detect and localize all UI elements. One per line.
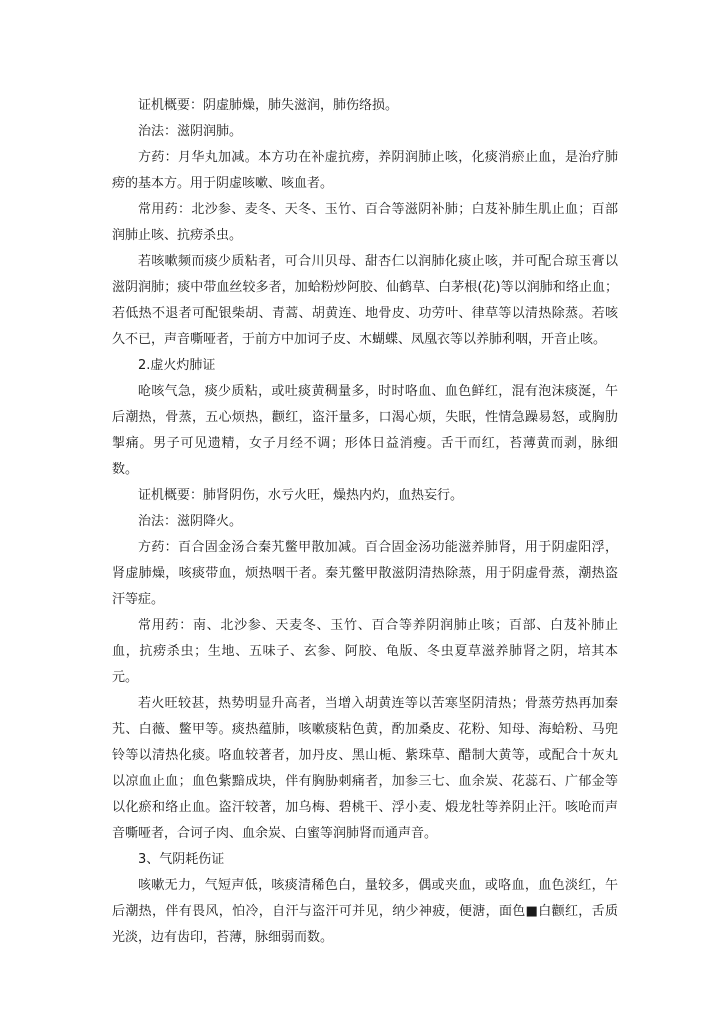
section-heading-3: 3、气阴耗伤证 [138, 852, 225, 867]
paragraph-treatment-1: 治法：滋阴润肺。 [138, 124, 243, 139]
paragraph-treatment-2: 治法：滋阴降火。 [138, 514, 243, 529]
paragraph-symptoms-2: 呛咳气急，痰少质粘，或吐痰黄稠量多，时时咯血、血色鲜红，混有泡沫痰涎，午后潮热，骨蒸，五心烦热，颧红，盗汗量多，口渴心烦，失眠，性情急躁易怒，或胸肋掣痛。男子可见遗精，女子月经不调；形体日益消瘦。舌干而红，苔薄黄而剥，脉细数。 [112, 384, 618, 477]
paragraph-modifications-2: 若火旺较甚，热势明显升高者，当增入胡黄连等以苦寒坚阴清热；骨蒸劳热再加秦艽、白薇、鳖甲等。痰热蕴肺，咳嗽痰粘色黄，酌加桑皮、花粉、知母、海蛤粉、马兜铃等以清热化痰。咯血较著者，加丹皮、黑山栀、紫珠草、醋制大黄等，或配合十灰丸以凉血止血；血色紫黯成块，伴有胸胁刺痛者，加参三七、血余炭、花蕊石、广郁金等以化瘀和络止血。盗汗较著，加乌梅、碧桃干、浮小麦、煅龙牡等养阴止汗。咳呛而声音嘶哑者，合诃子肉、血余炭、白蜜等润肺肾而通声音。 [112, 696, 618, 841]
section-heading-2: 2.虚火灼肺证 [138, 358, 216, 373]
paragraph-formula-2: 方药：百合固金汤合秦艽鳖甲散加减。百合固金汤功能滋养肺肾，用于阴虚阳浮，肾虚肺燥，咳痰带血，烦热咽干者。秦艽鳖甲散滋阴清热除蒸，用于阴虚骨蒸，潮热盗汗等症。 [112, 540, 618, 607]
paragraph-formula-1: 方药：月华丸加减。本方功在补虚抗痨，养阴润肺止咳，化痰消瘀止血，是治疗肺痨的基本方。用于阴虚咳嗽、咳血者。 [112, 150, 618, 191]
paragraph-pathogenesis-1: 证机概要：阴虚肺燥，肺失滋润，肺伤络损。 [138, 98, 399, 113]
paragraph-symptoms-3: 咳嗽无力，气短声低，咳痰清稀色白，量较多，偶或夹血，或咯血，血色淡红，午后潮热，伴有畏风，怕冷，自汗与盗汗可并见，纳少神疲，便溏，面色■白颧红，舌质光淡，边有齿印，苔薄，脉细弱而数。 [112, 878, 618, 945]
paragraph-common-herbs-1: 常用药：北沙参、麦冬、天冬、玉竹、百合等滋阴补肺；白芨补肺生肌止血；百部润肺止咳、抗痨杀虫。 [112, 202, 618, 243]
paragraph-pathogenesis-2: 证机概要：肺肾阴伤，水亏火旺，燥热内灼，血热妄行。 [138, 488, 464, 503]
paragraph-modifications-1: 若咳嗽频而痰少质粘者，可合川贝母、甜杏仁以润肺化痰止咳，并可配合琼玉膏以滋阴润肺；痰中带血丝较多者，加蛤粉炒阿胶、仙鹤草、白茅根(花)等以润肺和络止血；若低热不退者可配银柴胡、青蒿、胡黄连、地骨皮、功劳叶、律草等以清热除蒸。若咳久不已，声音嘶哑者，于前方中加诃子皮、木蝴蝶、凤凰衣等以养肺利咽，开音止咳。 [112, 254, 618, 347]
paragraph-common-herbs-2: 常用药：南、北沙参、天麦冬、玉竹、百合等养阴润肺止咳；百部、白芨补肺止血，抗痨杀虫；生地、五味子、玄参、阿胶、龟版、冬虫夏草滋养肺肾之阴，培其本元。 [112, 618, 618, 685]
document-page [112, 93, 618, 951]
